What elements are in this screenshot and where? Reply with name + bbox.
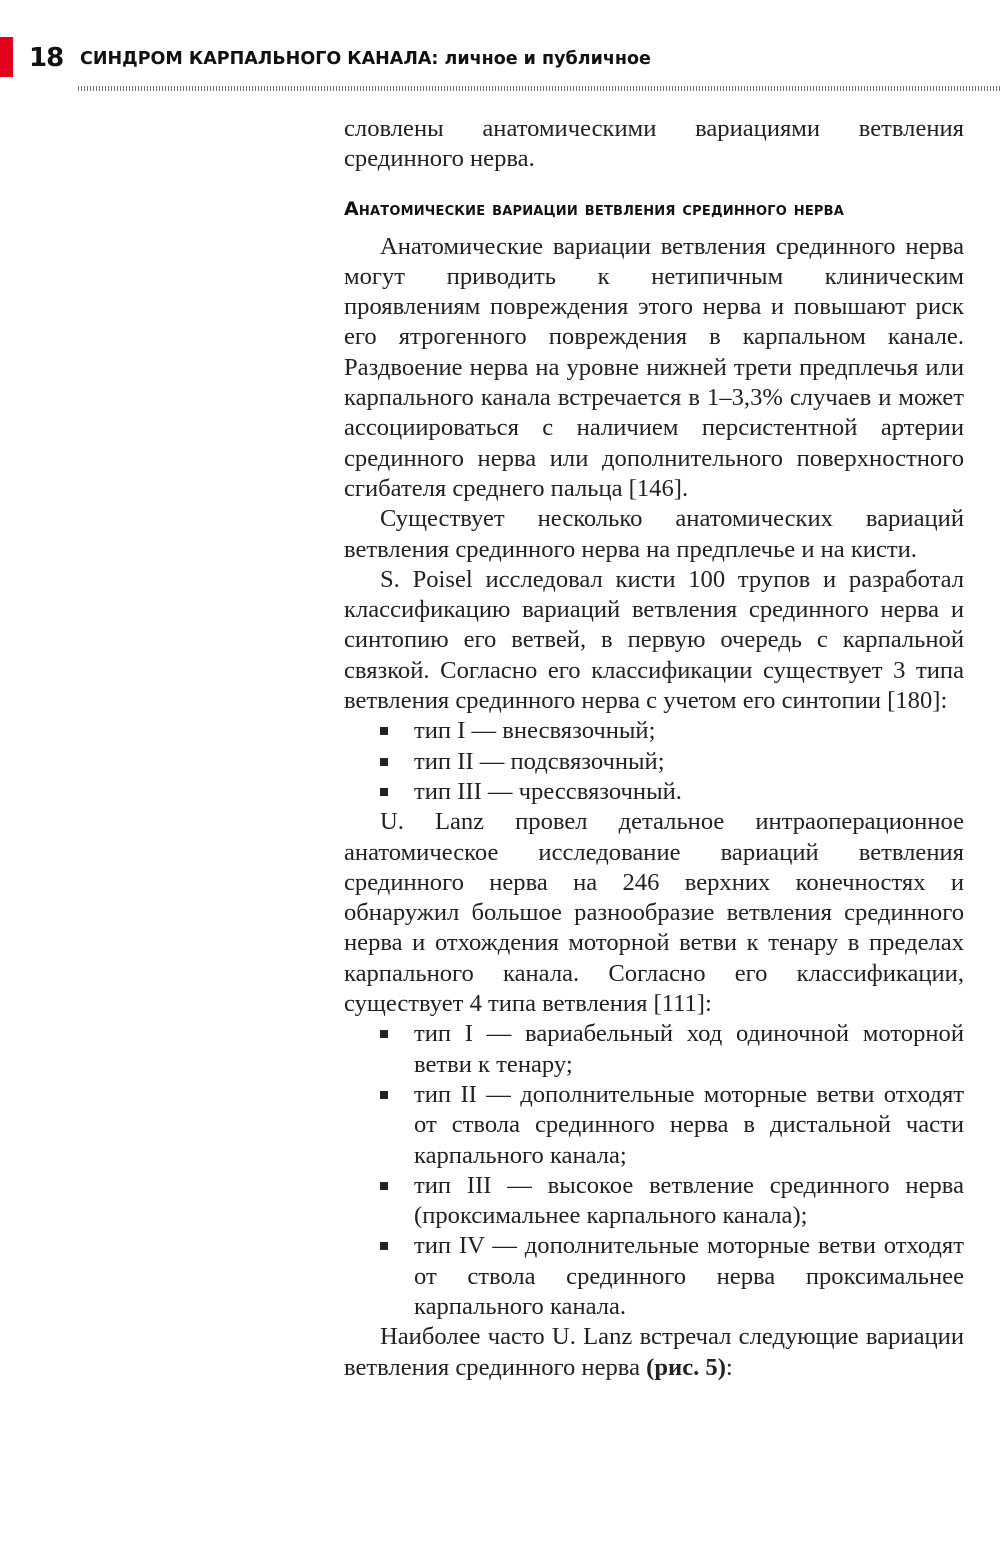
page-marker-bar (0, 37, 13, 77)
bullet-icon (380, 1182, 388, 1190)
lanz-type-list (344, 1019, 964, 1322)
list-item-text: тип I — внесвязочный; (414, 717, 656, 745)
poisel-type-list (344, 716, 964, 807)
paragraph-4: U. Lanz провел детальное интраоперационное анатомическое исследование вариаций ветвления срединного нерва на 246 верхних конечностях и обнаружил большое разнообразие ветвления срединного нерва и отхождения моторной ветви к тенару в пределах карпального канала. Согласно его классификации, существует 4 типа ветвления [111]: (344, 808, 964, 1018)
list-item (344, 716, 964, 746)
list-item (344, 1019, 964, 1080)
list-item-text: тип IV — дополнительные моторные ветви отходят от ствола срединного нерва проксимальнее карпального канала. (414, 1232, 964, 1320)
bullet-icon (380, 727, 388, 735)
page-number: 18 (29, 43, 64, 73)
paragraph-3: S. Poisel исследовал кисти 100 трупов и разработал классификацию вариаций ветвления срединного нерва и синтопию его ветвей, в первую очередь с карпальной связкой. Согласно его классификации существует 3 типа ветвления срединного нерва с учетом его синтопии [180]: (344, 565, 964, 715)
list-item-text: тип I — вариабельный ход одиночной моторной ветви к тенару; (414, 1020, 964, 1078)
figure-reference[interactable]: (рис. 5) (646, 1353, 726, 1381)
paragraph-5-text: Наиболее часто U. Lanz встречал следующие вариации ветвления срединного нерва (344, 1323, 964, 1381)
section-heading: Анатомические вариации ветвления срединного нерва (344, 197, 845, 220)
list-item (344, 1080, 964, 1171)
list-item-text: тип III — высокое ветвление срединного нерва (проксимальнее карпального канала); (414, 1171, 964, 1230)
text-column (344, 114, 964, 1383)
intro-paragraph: словлены анатомическими вариациями ветвления срединного нерва. (344, 115, 964, 173)
bullet-icon (380, 1091, 388, 1099)
paragraph-2: Существует несколько анатомических вариаций ветвления срединного нерва на предплечье и на кисти. (344, 505, 964, 563)
list-item (344, 1231, 964, 1322)
bullet-icon (380, 788, 388, 796)
bullet-icon (380, 1030, 388, 1038)
paragraph-5 (344, 1322, 964, 1383)
list-item (344, 1171, 964, 1232)
list-item (344, 747, 964, 777)
list-item-text: тип II — дополнительные моторные ветви отходят от ствола срединного нерва в дистальной части карпального канала; (414, 1080, 964, 1169)
bullet-icon (380, 758, 388, 766)
paragraph-5-end: : (725, 1353, 733, 1381)
list-item-text: тип II — подсвязочный; (414, 747, 665, 775)
bullet-icon (380, 1242, 388, 1250)
list-item (344, 777, 964, 807)
header-rule (78, 86, 1000, 91)
running-title: СИНДРОМ КАРПАЛЬНОГО КАНАЛА: личное и публичное (80, 49, 651, 69)
paragraph-1: Анатомические вариации ветвления срединного нерва могут приводить к нетипичным клиническим проявлениям повреждения этого нерва и повышают риск его ятрогенного повреждения в карпальном канале. Раздвоение нерва на уровне нижней трети предплечья или карпального канала встречается в 1–3,3% случаев и может ассоциироваться с наличием персистентной артерии срединного нерва или дополнительного поверхностного сгибателя среднего пальца [146]. (344, 232, 964, 502)
list-item-text: тип III — чрессвязочный. (414, 777, 682, 805)
